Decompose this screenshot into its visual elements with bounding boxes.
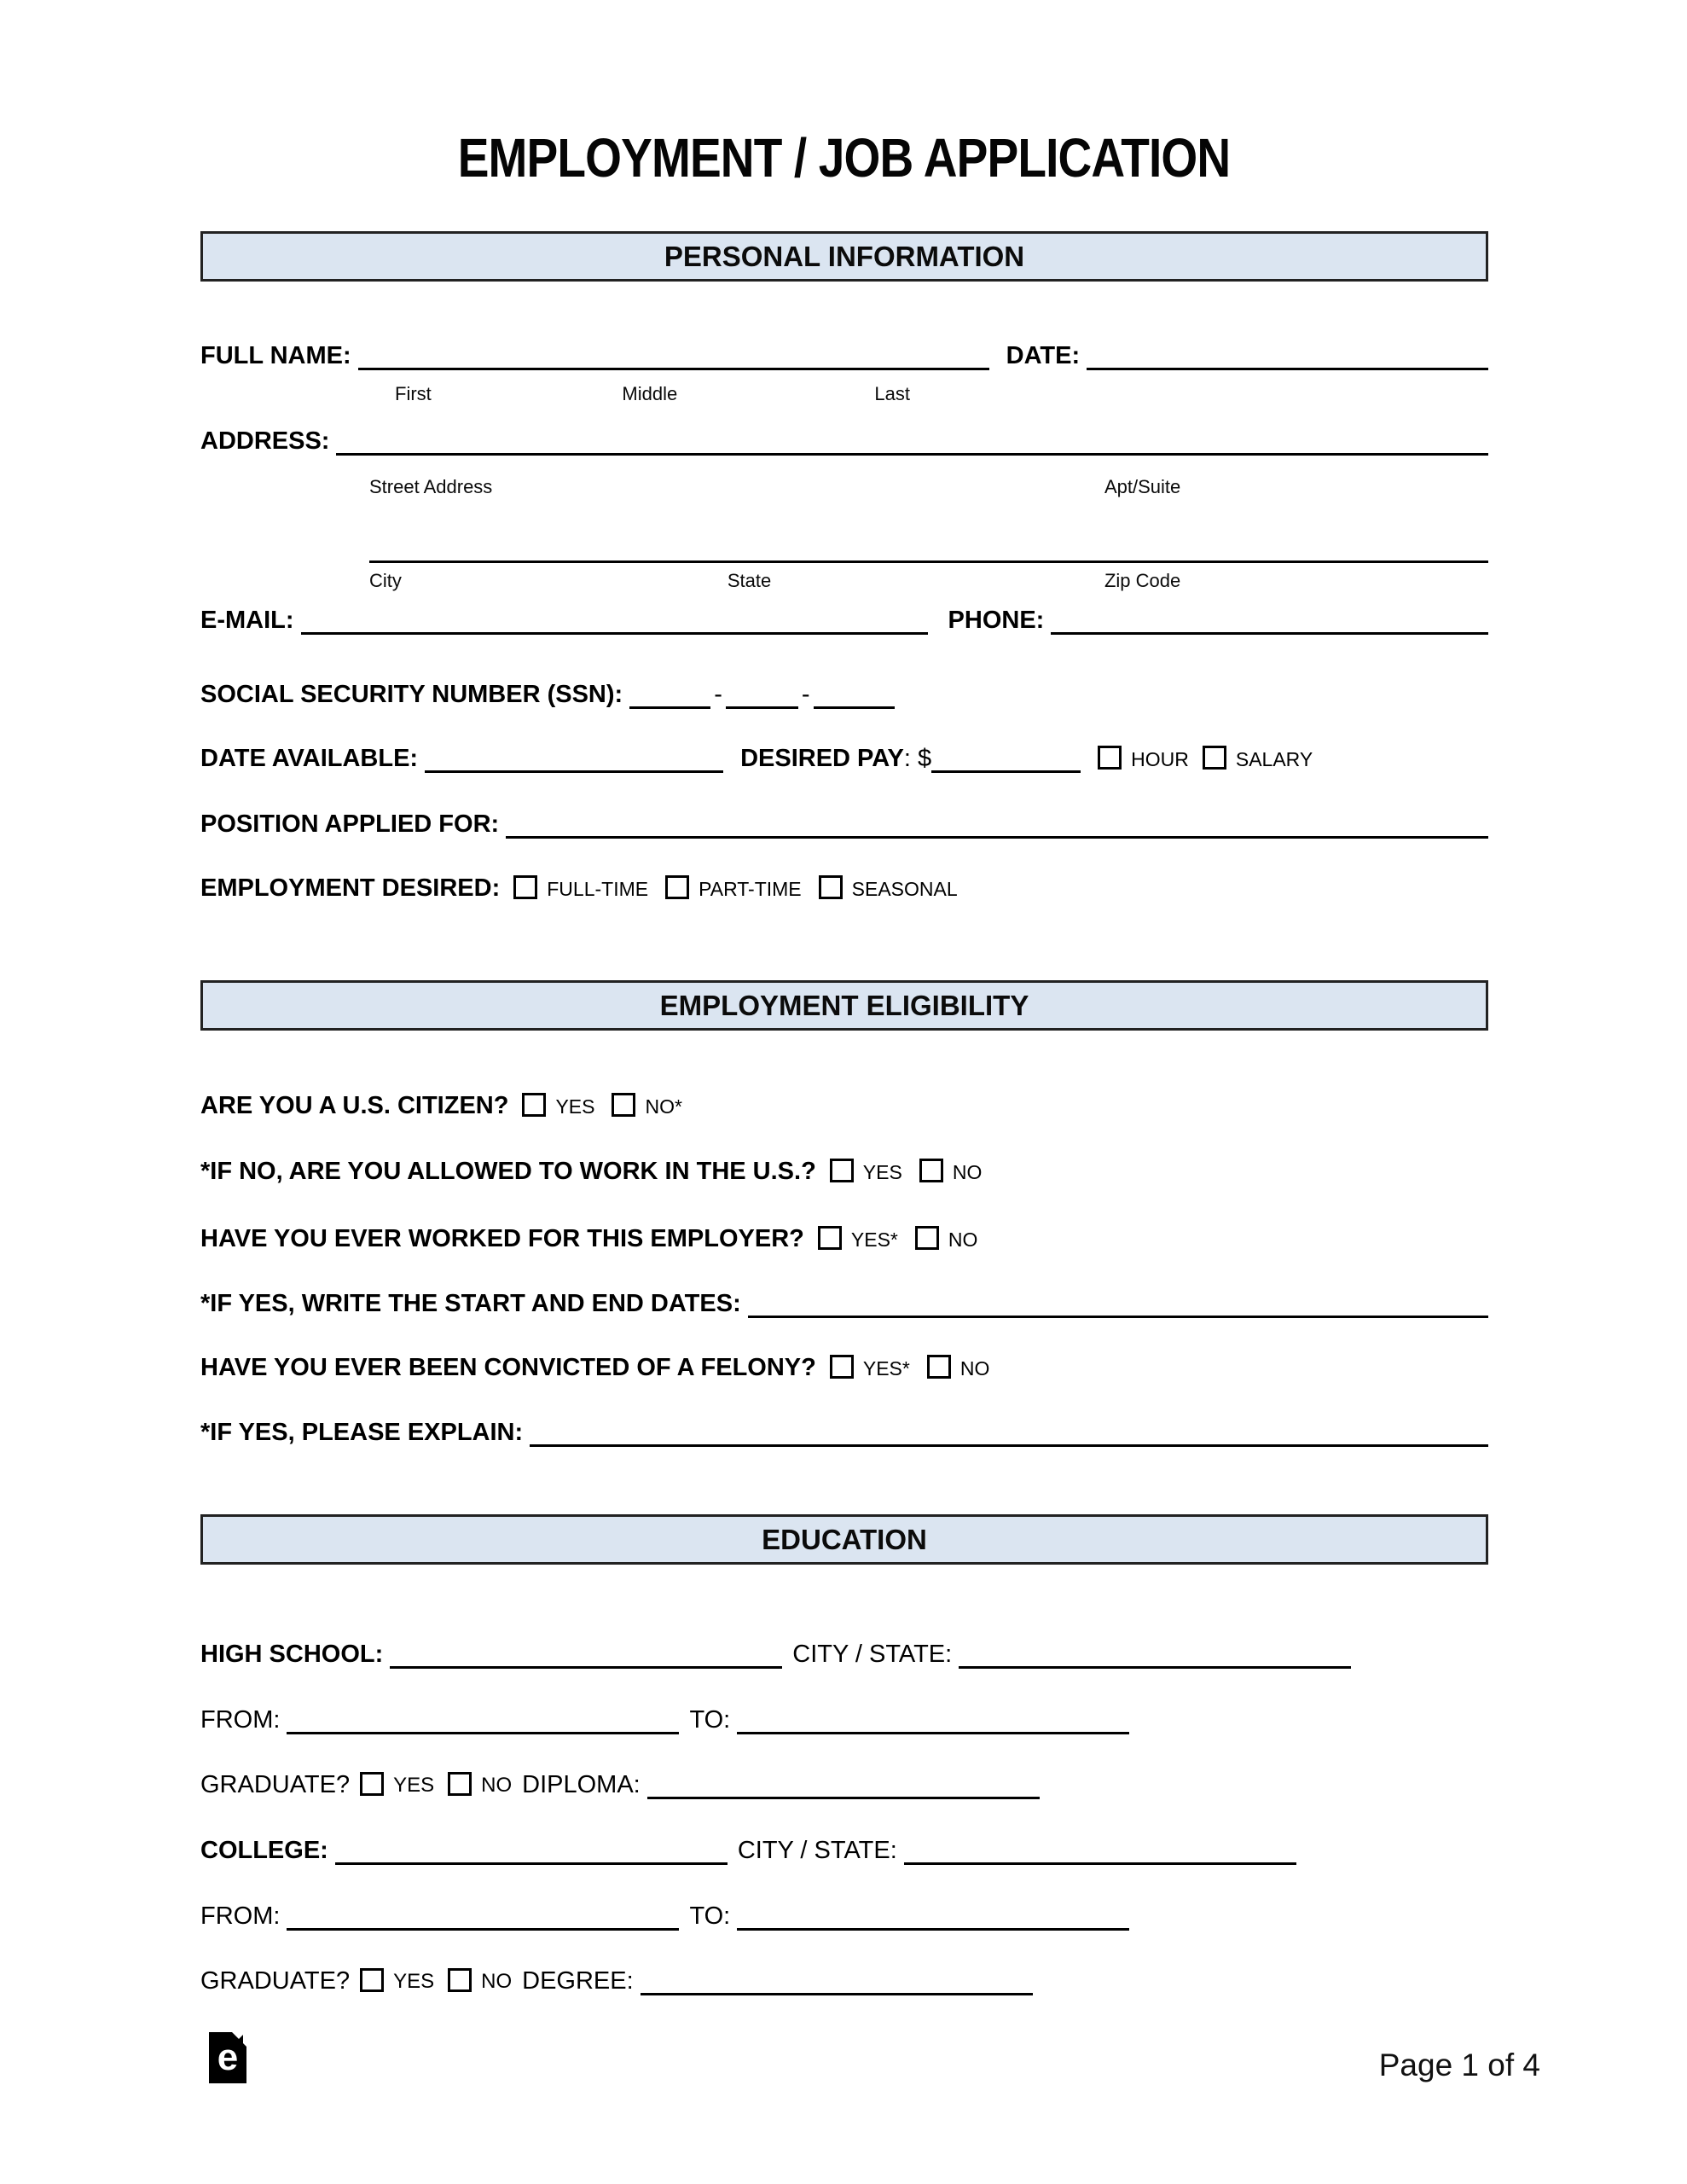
checkbox-citizen-yes[interactable] xyxy=(522,1093,546,1117)
address-line2-row xyxy=(369,529,1488,563)
high-school-graduate-row xyxy=(200,1770,1488,1799)
allowed-no-option xyxy=(919,1159,983,1186)
state-sublabel: State xyxy=(727,570,772,591)
felony-question-label: HAVE YOU EVER BEEN CONVICTED OF A FELONY? xyxy=(200,1354,816,1381)
high-school-label: HIGH SCHOOL: xyxy=(200,1640,384,1668)
citizen-no-option xyxy=(612,1093,681,1120)
name-sublabels-row xyxy=(395,381,1026,405)
checkbox-citizen-no[interactable] xyxy=(612,1093,635,1117)
high-school-city-state-label: CITY / STATE: xyxy=(792,1640,953,1668)
felony-yes-option xyxy=(830,1355,910,1382)
phone-field-line[interactable] xyxy=(1051,606,1488,635)
checkbox-felony-no[interactable] xyxy=(927,1355,951,1379)
section-header-education-text: EDUCATION xyxy=(762,1523,927,1555)
college-label: COLLEGE: xyxy=(200,1836,328,1864)
felony-explain-label: *IF YES, PLEASE EXPLAIN: xyxy=(200,1418,524,1446)
checkbox-hour[interactable] xyxy=(1098,746,1122,770)
section-header-personal-information-text: PERSONAL INFORMATION xyxy=(664,240,1025,272)
page-title xyxy=(0,126,1687,189)
citizen-no-label: NO* xyxy=(645,1095,682,1118)
city-state-zip-field-line[interactable] xyxy=(369,529,1488,563)
position-applied-field-line[interactable] xyxy=(506,810,1488,839)
apt-suite-sublabel: Apt/Suite xyxy=(1104,476,1181,497)
ssn-part2-field-line[interactable] xyxy=(726,680,798,709)
felony-no-label: NO xyxy=(959,1356,990,1380)
checkbox-salary[interactable] xyxy=(1203,746,1226,770)
email-phone-row xyxy=(200,606,1488,635)
allowed-to-work-question-row xyxy=(200,1158,1488,1186)
high-school-from-field-line[interactable] xyxy=(287,1705,679,1734)
hs-graduate-yes-option xyxy=(360,1772,434,1799)
college-graduate-yes-option xyxy=(360,1968,434,1995)
date-field-line[interactable] xyxy=(1087,341,1488,370)
ssn-row xyxy=(200,680,1488,709)
address-sublabels-row xyxy=(369,474,1488,498)
part-time-option xyxy=(665,875,802,903)
checkbox-hs-graduate-yes[interactable] xyxy=(360,1772,384,1796)
college-city-state-field-line[interactable] xyxy=(904,1836,1296,1865)
allowed-to-work-question-label: *IF NO, ARE YOU ALLOWED TO WORK IN THE U.S.? xyxy=(200,1158,816,1185)
citizen-yes-option xyxy=(522,1093,594,1120)
college-graduate-row xyxy=(200,1966,1488,1995)
felony-question-row xyxy=(200,1354,1488,1382)
date-available-label: DATE AVAILABLE: xyxy=(200,744,419,772)
ssn-hyphen-2: - xyxy=(801,680,810,708)
hs-graduate-no-label: NO xyxy=(481,1774,513,1797)
section-header-personal-information xyxy=(200,231,1488,282)
hs-graduate-yes-label: YES xyxy=(393,1774,435,1797)
high-school-to-field-line[interactable] xyxy=(737,1705,1129,1734)
desired-pay-label: DESIRED PAY xyxy=(740,744,904,772)
college-row xyxy=(200,1836,1488,1865)
high-school-field-line[interactable] xyxy=(390,1640,782,1669)
email-field-line[interactable] xyxy=(301,606,928,635)
middle-name-sublabel: Middle xyxy=(622,383,678,404)
start-end-dates-field-line[interactable] xyxy=(748,1289,1488,1318)
start-end-dates-label: *IF YES, WRITE THE START AND END DATES: xyxy=(200,1289,741,1317)
felony-explain-field-line[interactable] xyxy=(530,1418,1488,1447)
full-time-option xyxy=(513,875,648,903)
street-address-field-line[interactable] xyxy=(336,427,1488,456)
hs-graduate-no-option xyxy=(448,1772,512,1799)
address-row xyxy=(200,427,1488,456)
eforms-logo-letter: e xyxy=(217,2036,239,2078)
degree-label: DEGREE: xyxy=(522,1966,634,1995)
college-from-field-line[interactable] xyxy=(287,1902,679,1931)
worked-no-label: NO xyxy=(948,1228,978,1251)
part-time-option-label: PART-TIME xyxy=(699,877,802,900)
high-school-to-label: TO: xyxy=(689,1705,731,1734)
employment-desired-row xyxy=(200,874,1488,903)
allowed-yes-option xyxy=(830,1159,902,1186)
ssn-label: SOCIAL SECURITY NUMBER (SSN): xyxy=(200,680,623,708)
college-to-label: TO: xyxy=(689,1902,731,1930)
college-city-state-label: CITY / STATE: xyxy=(737,1836,897,1864)
college-to-field-line[interactable] xyxy=(737,1902,1129,1931)
worked-yes-option xyxy=(818,1226,898,1253)
allowed-no-label: NO xyxy=(952,1160,983,1183)
position-applied-row xyxy=(200,810,1488,839)
eforms-logo-icon xyxy=(209,2032,246,2083)
checkbox-full-time[interactable] xyxy=(513,875,537,899)
page-number-label: Page 1 of 4 xyxy=(1378,2048,1540,2082)
high-school-graduate-label: GRADUATE? xyxy=(200,1770,351,1798)
date-available-field-line[interactable] xyxy=(425,744,723,773)
checkbox-seasonal[interactable] xyxy=(819,875,843,899)
checkbox-hs-graduate-no[interactable] xyxy=(448,1772,472,1796)
college-graduate-no-label: NO xyxy=(481,1970,513,1993)
college-graduate-yes-label: YES xyxy=(393,1970,435,1993)
position-applied-label: POSITION APPLIED FOR: xyxy=(200,810,500,838)
date-label: DATE: xyxy=(1006,341,1081,369)
section-header-employment-eligibility-text: EMPLOYMENT ELIGIBILITY xyxy=(659,989,1029,1021)
hour-option-label: HOUR xyxy=(1131,747,1189,770)
high-school-row xyxy=(200,1640,1488,1669)
ssn-part3-field-line[interactable] xyxy=(814,680,895,709)
last-name-sublabel: Last xyxy=(874,383,910,404)
college-field-line[interactable] xyxy=(335,1836,728,1865)
start-end-dates-row xyxy=(200,1289,1488,1318)
page-title-text: EMPLOYMENT / JOB APPLICATION xyxy=(457,127,1230,189)
worked-for-employer-question-row xyxy=(200,1225,1488,1253)
full-name-label: FULL NAME: xyxy=(200,341,351,369)
college-graduate-label: GRADUATE? xyxy=(200,1966,351,1995)
zip-code-sublabel: Zip Code xyxy=(1104,570,1181,591)
diploma-label: DIPLOMA: xyxy=(522,1770,641,1798)
checkbox-worked-yes[interactable] xyxy=(818,1226,842,1250)
checkbox-part-time[interactable] xyxy=(665,875,689,899)
checkbox-college-graduate-no[interactable] xyxy=(448,1968,472,1992)
full-time-option-label: FULL-TIME xyxy=(547,877,649,900)
email-label: E-MAIL: xyxy=(200,606,294,634)
degree-field-line[interactable] xyxy=(641,1966,1033,1995)
citizen-yes-label: YES xyxy=(555,1095,595,1118)
pay-salary-option xyxy=(1203,746,1313,773)
checkbox-allowed-yes[interactable] xyxy=(830,1159,854,1182)
checkbox-allowed-no[interactable] xyxy=(919,1159,943,1182)
citizen-question-label: ARE YOU A U.S. CITIZEN? xyxy=(200,1092,509,1119)
date-available-pay-row xyxy=(200,744,1488,773)
seasonal-option-label: SEASONAL xyxy=(851,877,958,900)
felony-no-option xyxy=(927,1355,990,1382)
high-school-dates-row xyxy=(200,1705,1488,1734)
section-header-employment-eligibility xyxy=(200,980,1488,1031)
ssn-part1-field-line[interactable] xyxy=(629,680,710,709)
felony-explain-row xyxy=(200,1418,1488,1447)
address-label: ADDRESS: xyxy=(200,427,330,455)
salary-option-label: SALARY xyxy=(1235,747,1313,770)
ssn-hyphen-1: - xyxy=(714,680,722,708)
first-name-sublabel: First xyxy=(395,383,432,404)
worked-for-employer-question-label: HAVE YOU EVER WORKED FOR THIS EMPLOYER? xyxy=(200,1225,804,1252)
full-name-row xyxy=(200,341,1488,370)
diploma-field-line[interactable] xyxy=(647,1770,1040,1799)
full-name-field-line[interactable] xyxy=(358,341,989,370)
high-school-from-label: FROM: xyxy=(200,1705,281,1734)
address-line2-sublabels-row xyxy=(369,568,1488,592)
worked-no-option xyxy=(915,1226,978,1253)
section-header-education xyxy=(200,1514,1488,1565)
city-sublabel: City xyxy=(369,570,402,591)
seasonal-option xyxy=(819,875,958,903)
high-school-city-state-field-line[interactable] xyxy=(959,1640,1351,1669)
worked-yes-label: YES* xyxy=(850,1228,898,1251)
street-address-sublabel: Street Address xyxy=(369,476,493,497)
college-graduate-no-option xyxy=(448,1968,512,1995)
desired-pay-dollar-prefix: : $ xyxy=(903,744,932,772)
checkbox-worked-no[interactable] xyxy=(915,1226,939,1250)
college-from-label: FROM: xyxy=(200,1902,281,1930)
desired-pay-field-line[interactable] xyxy=(931,744,1081,773)
citizen-question-row xyxy=(200,1092,1488,1120)
pay-hour-option xyxy=(1098,746,1189,773)
felony-yes-label: YES* xyxy=(862,1356,910,1380)
checkbox-felony-yes[interactable] xyxy=(830,1355,854,1379)
employment-desired-label: EMPLOYMENT DESIRED: xyxy=(200,874,501,902)
checkbox-college-graduate-yes[interactable] xyxy=(360,1968,384,1992)
allowed-yes-label: YES xyxy=(862,1160,902,1183)
phone-label: PHONE: xyxy=(948,606,1045,634)
college-dates-row xyxy=(200,1902,1488,1931)
